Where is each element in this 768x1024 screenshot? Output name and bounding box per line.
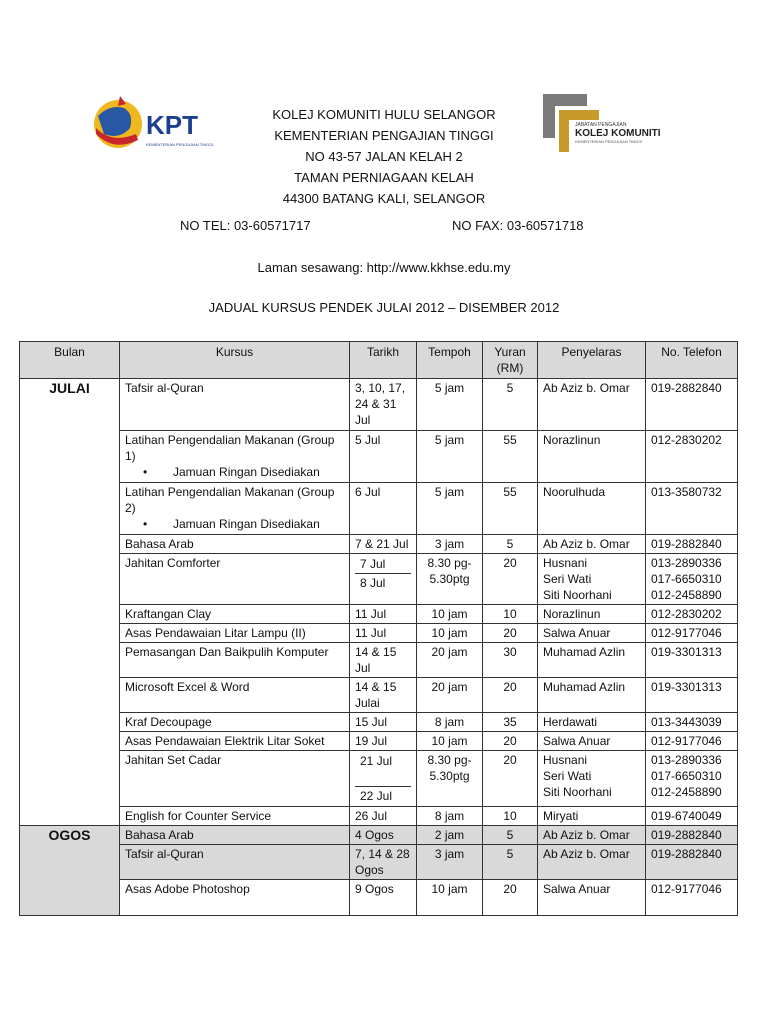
fax-number: NO FAX: 03-60571718 <box>452 218 584 233</box>
course-coordinator: Muhamad Azlin <box>538 643 646 678</box>
course-duration: 5 jam <box>417 483 483 535</box>
college-address <box>200 104 568 209</box>
header-bulan: Bulan <box>20 342 120 379</box>
course-duration: 10 jam <box>417 732 483 751</box>
course-duration: 5 jam <box>417 431 483 483</box>
header-tarikh: Tarikh <box>350 342 417 379</box>
course-name: Latihan Pengendalian Makanan (Group 1) <box>125 433 335 463</box>
course-fee: 10 <box>483 605 538 624</box>
course-phone: 012-2458890 <box>651 588 722 602</box>
course-phone: 017-6650310 <box>651 572 722 586</box>
course-phone: 012-9177046 <box>646 732 738 751</box>
address-line: TAMAN PERNIAGAAN KELAH <box>294 170 474 185</box>
course-name: Latihan Pengendalian Makanan (Group 2) <box>125 485 335 515</box>
course-coordinator: Salwa Anuar <box>538 880 646 916</box>
course-name-cell <box>120 483 350 535</box>
course-phone-cell <box>646 751 738 807</box>
course-coordinator: Siti Noorhani <box>543 785 612 799</box>
course-phone: 012-2830202 <box>646 605 738 624</box>
month-ogos: OGOS <box>20 826 120 916</box>
course-name: Bahasa Arab <box>120 535 350 554</box>
course-name: Tafsir al-Quran <box>120 379 350 431</box>
table-row <box>20 732 738 751</box>
course-phone: 012-2830202 <box>646 431 738 483</box>
course-coordinator-cell <box>538 554 646 605</box>
address-line: KEMENTERIAN PENGAJIAN TINGGI <box>274 128 494 143</box>
course-date: 21 Jul <box>360 754 393 768</box>
course-duration: 8.30 pg-5.30ptg <box>417 554 483 605</box>
course-coordinator: Miryati <box>538 807 646 826</box>
course-name-cell <box>120 431 350 483</box>
course-date-cell <box>350 751 417 807</box>
kk-logo-top-text: JABATAN PENGAJIAN <box>575 122 627 128</box>
kpt-logo-caption: KEMENTERIAN PENGAJIAN TINGGI <box>146 142 214 147</box>
course-coordinator: Salwa Anuar <box>538 624 646 643</box>
course-date: 7, 14 & 28 Ogos <box>350 845 417 880</box>
course-date: 5 Jul <box>350 431 417 483</box>
table-row <box>20 483 738 535</box>
course-coordinator: Salwa Anuar <box>538 732 646 751</box>
course-fee: 10 <box>483 807 538 826</box>
course-fee: 20 <box>483 678 538 713</box>
course-phone: 019-2882840 <box>646 845 738 880</box>
course-name: Jahitan Comforter <box>120 554 350 605</box>
course-phone: 013-3443039 <box>646 713 738 732</box>
table-row <box>20 605 738 624</box>
website: Laman sesawang: http://www.kkhse.edu.my <box>257 260 511 275</box>
schedule-title: JADUAL KURSUS PENDEK JULAI 2012 – DISEMBER 2012 <box>208 300 560 315</box>
course-coordinator: Norazlinun <box>538 605 646 624</box>
course-name: English for Counter Service <box>120 807 350 826</box>
course-phone: 017-6650310 <box>651 769 722 783</box>
course-duration: 20 jam <box>417 643 483 678</box>
table-row <box>20 379 738 431</box>
header-yuran: Yuran (RM) <box>483 342 538 379</box>
course-fee: 30 <box>483 643 538 678</box>
table-row <box>20 751 738 807</box>
table-row <box>20 554 738 605</box>
course-fee: 5 <box>483 379 538 431</box>
course-phone: 013-2890336 <box>651 753 722 767</box>
kpt-logo-text: KPT <box>146 110 198 140</box>
course-duration: 10 jam <box>417 880 483 916</box>
course-coordinator: Noorulhuda <box>538 483 646 535</box>
course-phone: 013-2890336 <box>651 556 722 570</box>
course-coordinator-cell <box>538 751 646 807</box>
course-duration: 20 jam <box>417 678 483 713</box>
course-name: Kraf Decoupage <box>120 713 350 732</box>
header-kursus: Kursus <box>120 342 350 379</box>
table-row <box>20 845 738 880</box>
course-phone: 019-6740049 <box>646 807 738 826</box>
course-fee: 5 <box>483 535 538 554</box>
course-date: 3, 10, 17, 24 & 31 Jul <box>350 379 417 431</box>
course-name: Microsoft Excel & Word <box>120 678 350 713</box>
course-phone: 019-2882840 <box>646 379 738 431</box>
course-date: 14 & 15 Jul <box>350 643 417 678</box>
course-fee: 20 <box>483 880 538 916</box>
table-row <box>20 431 738 483</box>
course-coordinator: Husnani <box>543 753 588 767</box>
course-fee: 35 <box>483 713 538 732</box>
month-julai: JULAI <box>20 379 120 826</box>
course-fee: 5 <box>483 826 538 845</box>
telephone-number: NO TEL: 03-60571717 <box>180 218 311 233</box>
table-row <box>20 826 738 845</box>
table-row <box>20 624 738 643</box>
course-fee: 55 <box>483 431 538 483</box>
course-date: 19 Jul <box>350 732 417 751</box>
course-phone: 013-3580732 <box>646 483 738 535</box>
course-name: Kraftangan Clay <box>120 605 350 624</box>
course-duration: 8.30 pg-5.30ptg <box>417 751 483 807</box>
course-note-text: Jamuan Ringan Disediakan <box>173 517 320 531</box>
course-fee: 20 <box>483 624 538 643</box>
course-name: Asas Pendawaian Litar Lampu (II) <box>120 624 350 643</box>
table-row <box>20 880 738 916</box>
course-duration: 3 jam <box>417 845 483 880</box>
course-coordinator: Husnani <box>543 556 588 570</box>
address-line: KOLEJ KOMUNITI HULU SELANGOR <box>272 107 496 122</box>
course-coordinator: Muhamad Azlin <box>538 678 646 713</box>
header-penyelaras: Penyelaras <box>538 342 646 379</box>
course-phone: 012-2458890 <box>651 785 722 799</box>
course-date: 22 Jul <box>355 786 411 805</box>
course-phone: 019-2882840 <box>646 826 738 845</box>
course-date: 14 & 15 Julai <box>350 678 417 713</box>
table-row <box>20 713 738 732</box>
header-tempoh: Tempoh <box>417 342 483 379</box>
table-header-row <box>20 342 738 379</box>
course-duration: 8 jam <box>417 807 483 826</box>
course-duration: 3 jam <box>417 535 483 554</box>
kk-logo-caption: KEMENTERIAN PENGAJIAN TINGGI <box>575 139 643 144</box>
kk-logo-text: KOLEJ KOMUNITI <box>575 128 661 139</box>
course-date: 6 Jul <box>350 483 417 535</box>
table-row <box>20 643 738 678</box>
course-name: Bahasa Arab <box>120 826 350 845</box>
course-coordinator: Ab Aziz b. Omar <box>538 379 646 431</box>
course-fee: 20 <box>483 751 538 807</box>
course-note <box>125 464 344 480</box>
course-fee: 55 <box>483 483 538 535</box>
course-date: 8 Jul <box>355 573 411 592</box>
course-note <box>125 516 344 532</box>
course-name: Jahitan Set Cadar <box>120 751 350 807</box>
course-coordinator: Ab Aziz b. Omar <box>538 535 646 554</box>
course-coordinator: Herdawati <box>538 713 646 732</box>
course-schedule-table <box>19 341 738 916</box>
course-fee: 20 <box>483 732 538 751</box>
course-date-cell <box>350 554 417 605</box>
course-date: 7 & 21 Jul <box>350 535 417 554</box>
course-date: 11 Jul <box>350 605 417 624</box>
course-duration: 2 jam <box>417 826 483 845</box>
course-phone: 012-9177046 <box>646 880 738 916</box>
course-name: Asas Adobe Photoshop <box>120 880 350 916</box>
course-date: 9 Ogos <box>350 880 417 916</box>
course-coordinator: Ab Aziz b. Omar <box>538 826 646 845</box>
course-duration: 10 jam <box>417 624 483 643</box>
course-name: Asas Pendawaian Elektrik Litar Soket <box>120 732 350 751</box>
course-name: Tafsir al-Quran <box>120 845 350 880</box>
course-date: 4 Ogos <box>350 826 417 845</box>
course-name: Pemasangan Dan Baikpulih Komputer <box>120 643 350 678</box>
table-row <box>20 807 738 826</box>
course-duration: 8 jam <box>417 713 483 732</box>
course-date: 7 Jul <box>360 557 386 571</box>
course-phone: 012-9177046 <box>646 624 738 643</box>
course-fee: 20 <box>483 554 538 605</box>
address-line: 44300 BATANG KALI, SELANGOR <box>282 191 486 206</box>
course-phone: 019-3301313 <box>646 678 738 713</box>
course-fee: 5 <box>483 845 538 880</box>
course-phone: 019-2882840 <box>646 535 738 554</box>
course-date: 11 Jul <box>350 624 417 643</box>
table-row <box>20 678 738 713</box>
course-duration: 10 jam <box>417 605 483 624</box>
course-coordinator: Seri Wati <box>543 572 592 586</box>
course-coordinator: Norazlinun <box>538 431 646 483</box>
table-row <box>20 535 738 554</box>
course-phone: 019-3301313 <box>646 643 738 678</box>
course-coordinator: Siti Noorhani <box>543 588 612 602</box>
course-coordinator: Seri Wati <box>543 769 592 783</box>
course-duration: 5 jam <box>417 379 483 431</box>
course-note-text: Jamuan Ringan Disediakan <box>173 465 320 479</box>
course-phone-cell <box>646 554 738 605</box>
address-line: NO 43-57 JALAN KELAH 2 <box>305 149 463 164</box>
course-date: 26 Jul <box>350 807 417 826</box>
header-telefon: No. Telefon <box>646 342 738 379</box>
course-date: 15 Jul <box>350 713 417 732</box>
course-coordinator: Ab Aziz b. Omar <box>538 845 646 880</box>
